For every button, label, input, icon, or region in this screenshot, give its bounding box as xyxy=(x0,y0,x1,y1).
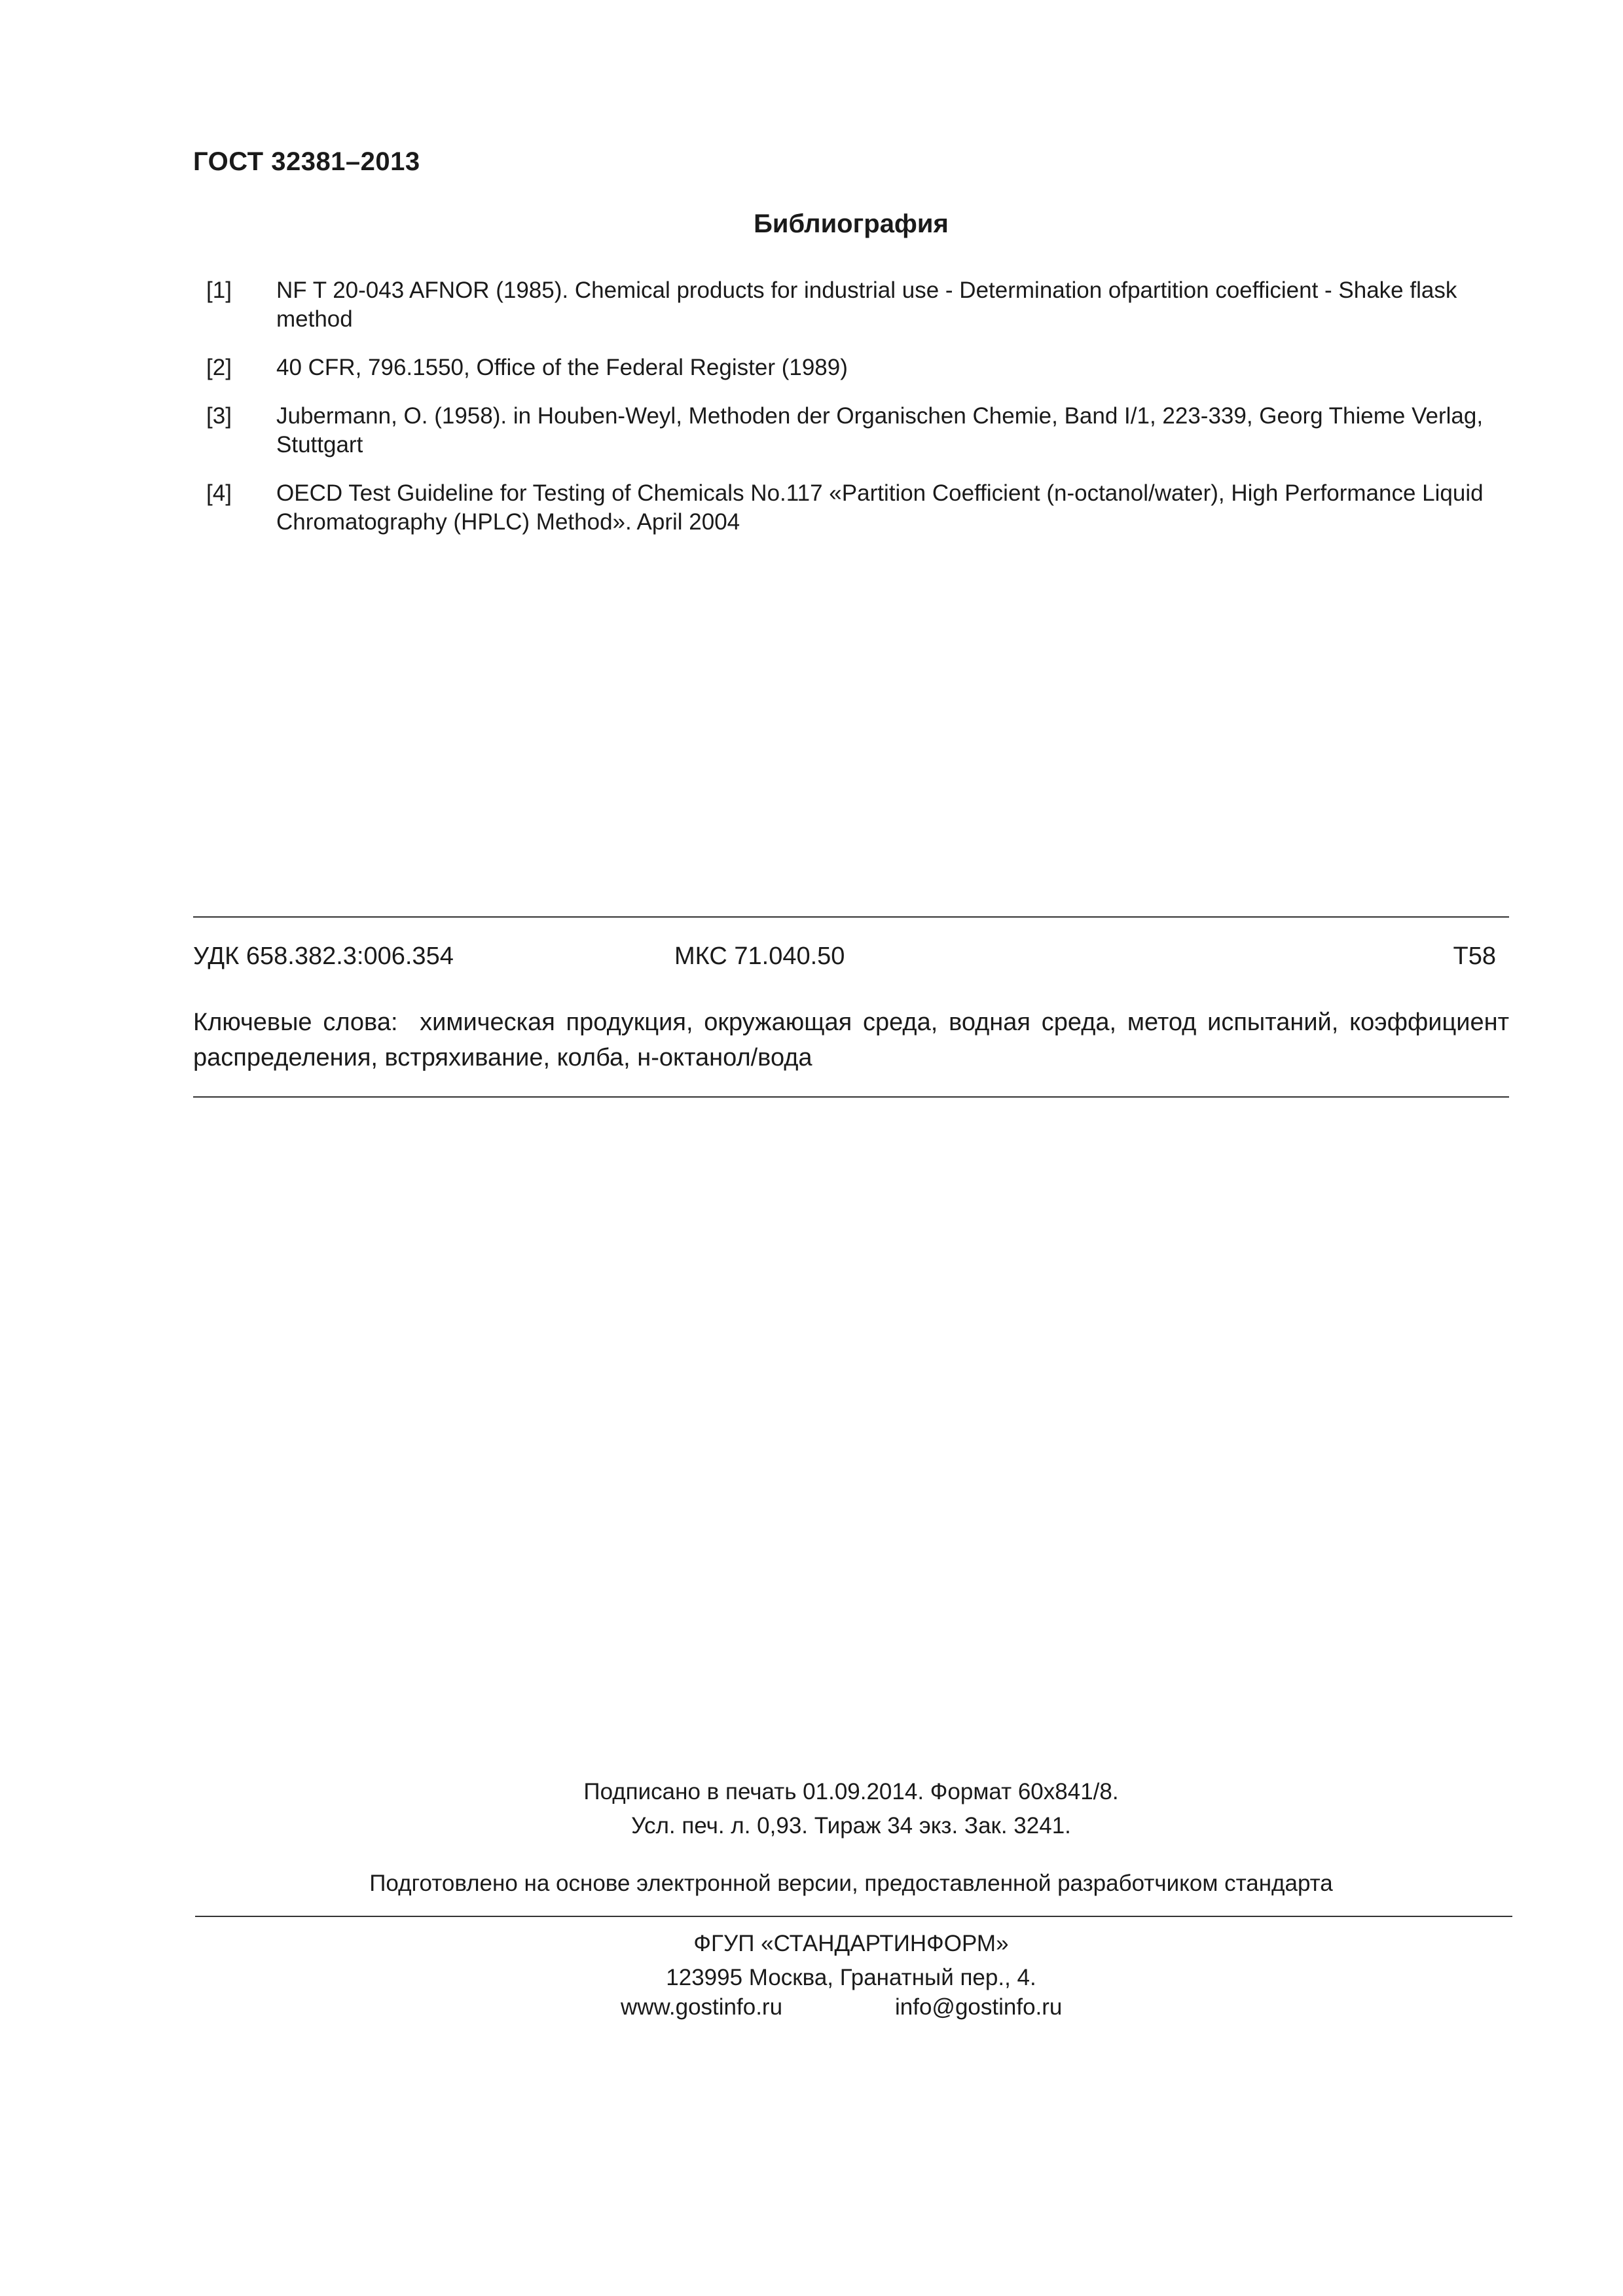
classification-top-rule xyxy=(193,916,1509,918)
keywords-text: химическая продукция, окружающая среда, водная среда, метод испытаний, коэффициент распределения, встряхивание, колба, н-октанол/вода xyxy=(193,1009,1509,1071)
publisher-address: 123995 Москва, Гранатный пер., 4. xyxy=(666,1965,1036,1990)
prepared-note: Подготовлено на основе электронной версии, предоставленной разработчиком стандарта xyxy=(369,1871,1333,1896)
bibliography-entry xyxy=(206,479,1499,537)
entry-text: OECD Test Guideline for Testing of Chemicals No.117 «Partition Coefficient (n-octanol/water), High Performance Liquid Chromatography (HPLC) Method». April 2004 xyxy=(276,480,1484,535)
bibliography-list xyxy=(206,276,1499,556)
mks-code: МКС 71.040.50 xyxy=(674,942,845,970)
bibliography-entry xyxy=(206,276,1499,334)
entry-number: [3] xyxy=(206,403,232,429)
keywords-block xyxy=(193,1005,1509,1075)
keywords-bottom-rule xyxy=(193,1096,1509,1098)
bibliography-title: Библиография xyxy=(754,209,949,238)
entry-text: 40 CFR, 796.1550, Office of the Federal Register (1989) xyxy=(276,355,848,380)
classification-code: Т58 xyxy=(1453,942,1496,970)
entry-number: [1] xyxy=(206,278,232,303)
publisher-website[interactable]: www.gostinfo.ru xyxy=(621,1994,783,2020)
publisher-email[interactable]: info@gostinfo.ru xyxy=(895,1994,1063,2020)
entry-number: [2] xyxy=(206,355,232,380)
page-header: ГОСТ 32381–2013 xyxy=(193,147,420,176)
entry-text: NF T 20-043 AFNOR (1985). Chemical products for industrial use - Determination ofpartition coefficient - Shake flask method xyxy=(276,278,1457,332)
udk-code: УДК 658.382.3:006.354 xyxy=(193,942,454,970)
publisher-rule xyxy=(195,1916,1512,1917)
publisher-name: ФГУП «СТАНДАРТИНФОРМ» xyxy=(693,1931,1009,1956)
bibliography-entry xyxy=(206,353,1499,382)
entry-text: Jubermann, O. (1958). in Houben-Weyl, Methoden der Organischen Chemie, Band I/1, 223-339, Georg Thieme Verlag, Stuttgart xyxy=(276,403,1484,457)
entry-number: [4] xyxy=(206,480,232,506)
keywords-label: Ключевые слова: xyxy=(193,1009,398,1036)
imprint-line-2: Усл. печ. л. 0,93. Тираж 34 экз. Зак. 3241. xyxy=(631,1813,1071,1839)
imprint-line-1: Подписано в печать 01.09.2014. Формат 60x841/8. xyxy=(583,1779,1119,1804)
bibliography-entry xyxy=(206,402,1499,459)
